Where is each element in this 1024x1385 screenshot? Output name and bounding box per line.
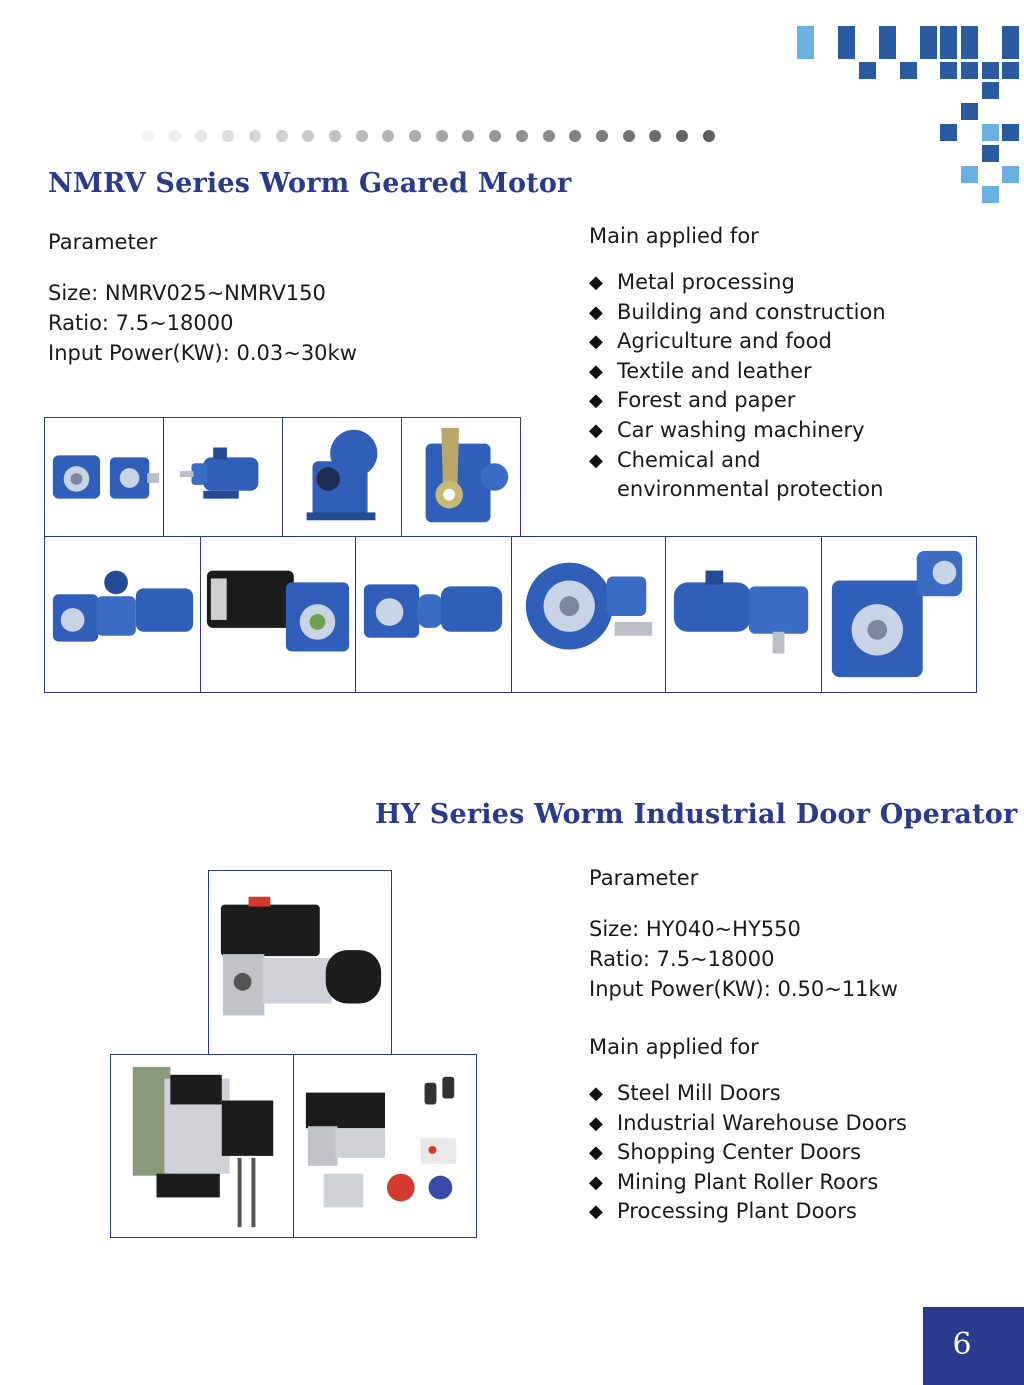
decorative-square (940, 42, 957, 59)
decorative-square (1002, 124, 1019, 141)
decorative-dot (489, 130, 501, 142)
decorative-dot (169, 130, 181, 142)
decorative-square (982, 186, 999, 203)
decorative-square (1002, 26, 1019, 43)
list-item: ◆ Chemical and environmental protection (589, 447, 884, 502)
decorative-dot (649, 130, 661, 142)
decorative-square (879, 26, 896, 43)
list-item: ◆ Processing Plant Doors (589, 1197, 917, 1227)
decorative-square (838, 42, 855, 59)
decorative-square (797, 26, 814, 43)
page-number-badge (923, 1307, 1024, 1385)
decorative-dot (195, 130, 207, 142)
product-photo-dc-motor-gearbox (200, 536, 356, 693)
decorative-square (982, 124, 999, 141)
decorative-dot (329, 130, 341, 142)
black-diamond-icon: ◆ (589, 419, 603, 441)
list-item: ◆ Agriculture and food (589, 327, 917, 357)
black-diamond-icon: ◆ (589, 449, 603, 471)
parameter-heading: Parameter (589, 866, 699, 890)
decorative-square (1002, 62, 1019, 79)
section-title-nmrv: NMRV Series Worm Geared Motor (48, 168, 572, 199)
list-item: ◆ Forest and paper (589, 386, 917, 416)
decorative-square (961, 103, 978, 120)
decorative-dot (462, 130, 474, 142)
parameter-power: Input Power(KW): 0.03~30kw (48, 341, 357, 365)
decorative-square (961, 42, 978, 59)
decorative-dot (569, 130, 581, 142)
decorative-square (940, 124, 957, 141)
product-photo-gearbox-torque-arm (401, 417, 521, 537)
decorative-dot (516, 130, 528, 142)
applied-heading: Main applied for (589, 1035, 759, 1059)
decorative-square (920, 26, 937, 43)
black-diamond-icon: ◆ (589, 331, 603, 353)
decorative-dot (623, 130, 635, 142)
decorative-square (1002, 166, 1019, 183)
product-photo-motor-right-angle-reducer (665, 536, 822, 693)
list-item: ◆ Mining Plant Roller Roors (589, 1168, 917, 1198)
decorative-square (900, 62, 917, 79)
black-diamond-icon: ◆ (589, 1171, 603, 1193)
black-diamond-icon: ◆ (589, 1112, 603, 1134)
list-item: ◆ Shopping Center Doors (589, 1138, 917, 1168)
list-item: ◆ Textile and leather (589, 357, 917, 387)
black-diamond-icon: ◆ (589, 272, 603, 293)
list-item: ◆ Metal processing (589, 268, 917, 298)
decorative-square (940, 62, 957, 79)
black-diamond-icon: ◆ (589, 1083, 603, 1104)
decorative-square (879, 42, 896, 59)
parameter-heading: Parameter (48, 230, 158, 254)
decorative-dot (703, 130, 715, 142)
applied-list (589, 268, 917, 505)
parameter-power: Input Power(KW): 0.50~11kw (589, 977, 898, 1001)
product-photo-reducer-output-shaft (511, 536, 666, 693)
list-item: ◆ Industrial Warehouse Doors (589, 1109, 917, 1139)
product-photo-worm-reducer-pair (44, 417, 164, 537)
product-photo-door-operator-chain (110, 1054, 294, 1238)
section-title-hy: HY Series Worm Industrial Door Operator (375, 799, 1018, 830)
decorative-square (982, 62, 999, 79)
decorative-square (961, 26, 978, 43)
product-photo-gear-motor-variator (44, 536, 201, 693)
decorative-dot (596, 130, 608, 142)
black-diamond-icon: ◆ (589, 390, 603, 412)
decorative-square (797, 42, 814, 59)
decorative-square (982, 145, 999, 162)
list-item: ◆ Steel Mill Doors (589, 1079, 917, 1109)
decorative-square (982, 82, 999, 99)
list-item: ◆ Car washing machinery (589, 416, 917, 446)
decorative-dot (142, 130, 154, 142)
parameter-size: Size: NMRV025~NMRV150 (48, 281, 326, 305)
decorative-dot (436, 130, 448, 142)
decorative-square (961, 166, 978, 183)
decorative-dot (382, 130, 394, 142)
decorative-dot (249, 130, 261, 142)
applied-heading: Main applied for (589, 224, 759, 248)
decorative-dot (356, 130, 368, 142)
applied-list (589, 1079, 917, 1227)
product-photo-double-worm-reducer (821, 536, 977, 693)
decorative-dot (543, 130, 555, 142)
product-photo-door-operator (208, 870, 392, 1055)
decorative-square (859, 62, 876, 79)
black-diamond-icon: ◆ (589, 1201, 603, 1223)
decorative-dot (302, 130, 314, 142)
decorative-square (961, 62, 978, 79)
parameter-ratio: Ratio: 7.5~18000 (589, 947, 775, 971)
decorative-square (1002, 42, 1019, 59)
black-diamond-icon: ◆ (589, 1142, 603, 1164)
black-diamond-icon: ◆ (589, 360, 603, 382)
parameter-size: Size: HY040~HY550 (589, 917, 801, 941)
parameter-ratio: Ratio: 7.5~18000 (48, 311, 234, 335)
decorative-square (920, 42, 937, 59)
decorative-square (940, 26, 957, 43)
list-item: ◆ Building and construction (589, 298, 917, 328)
product-photo-worm-gearbox (282, 417, 402, 537)
decorative-dot (409, 130, 421, 142)
product-photo-door-operator-kit (293, 1054, 477, 1238)
product-photo-inline-motor (163, 417, 283, 537)
parameter-list (48, 278, 357, 368)
decorative-dot (676, 130, 688, 142)
black-diamond-icon: ◆ (589, 301, 603, 323)
decorative-dot (276, 130, 288, 142)
parameter-list (589, 914, 898, 1004)
product-photo-motor-double-reducer (355, 536, 512, 693)
decorative-square (838, 26, 855, 43)
decorative-dot (222, 130, 234, 142)
page-number: 6 (952, 1327, 972, 1362)
